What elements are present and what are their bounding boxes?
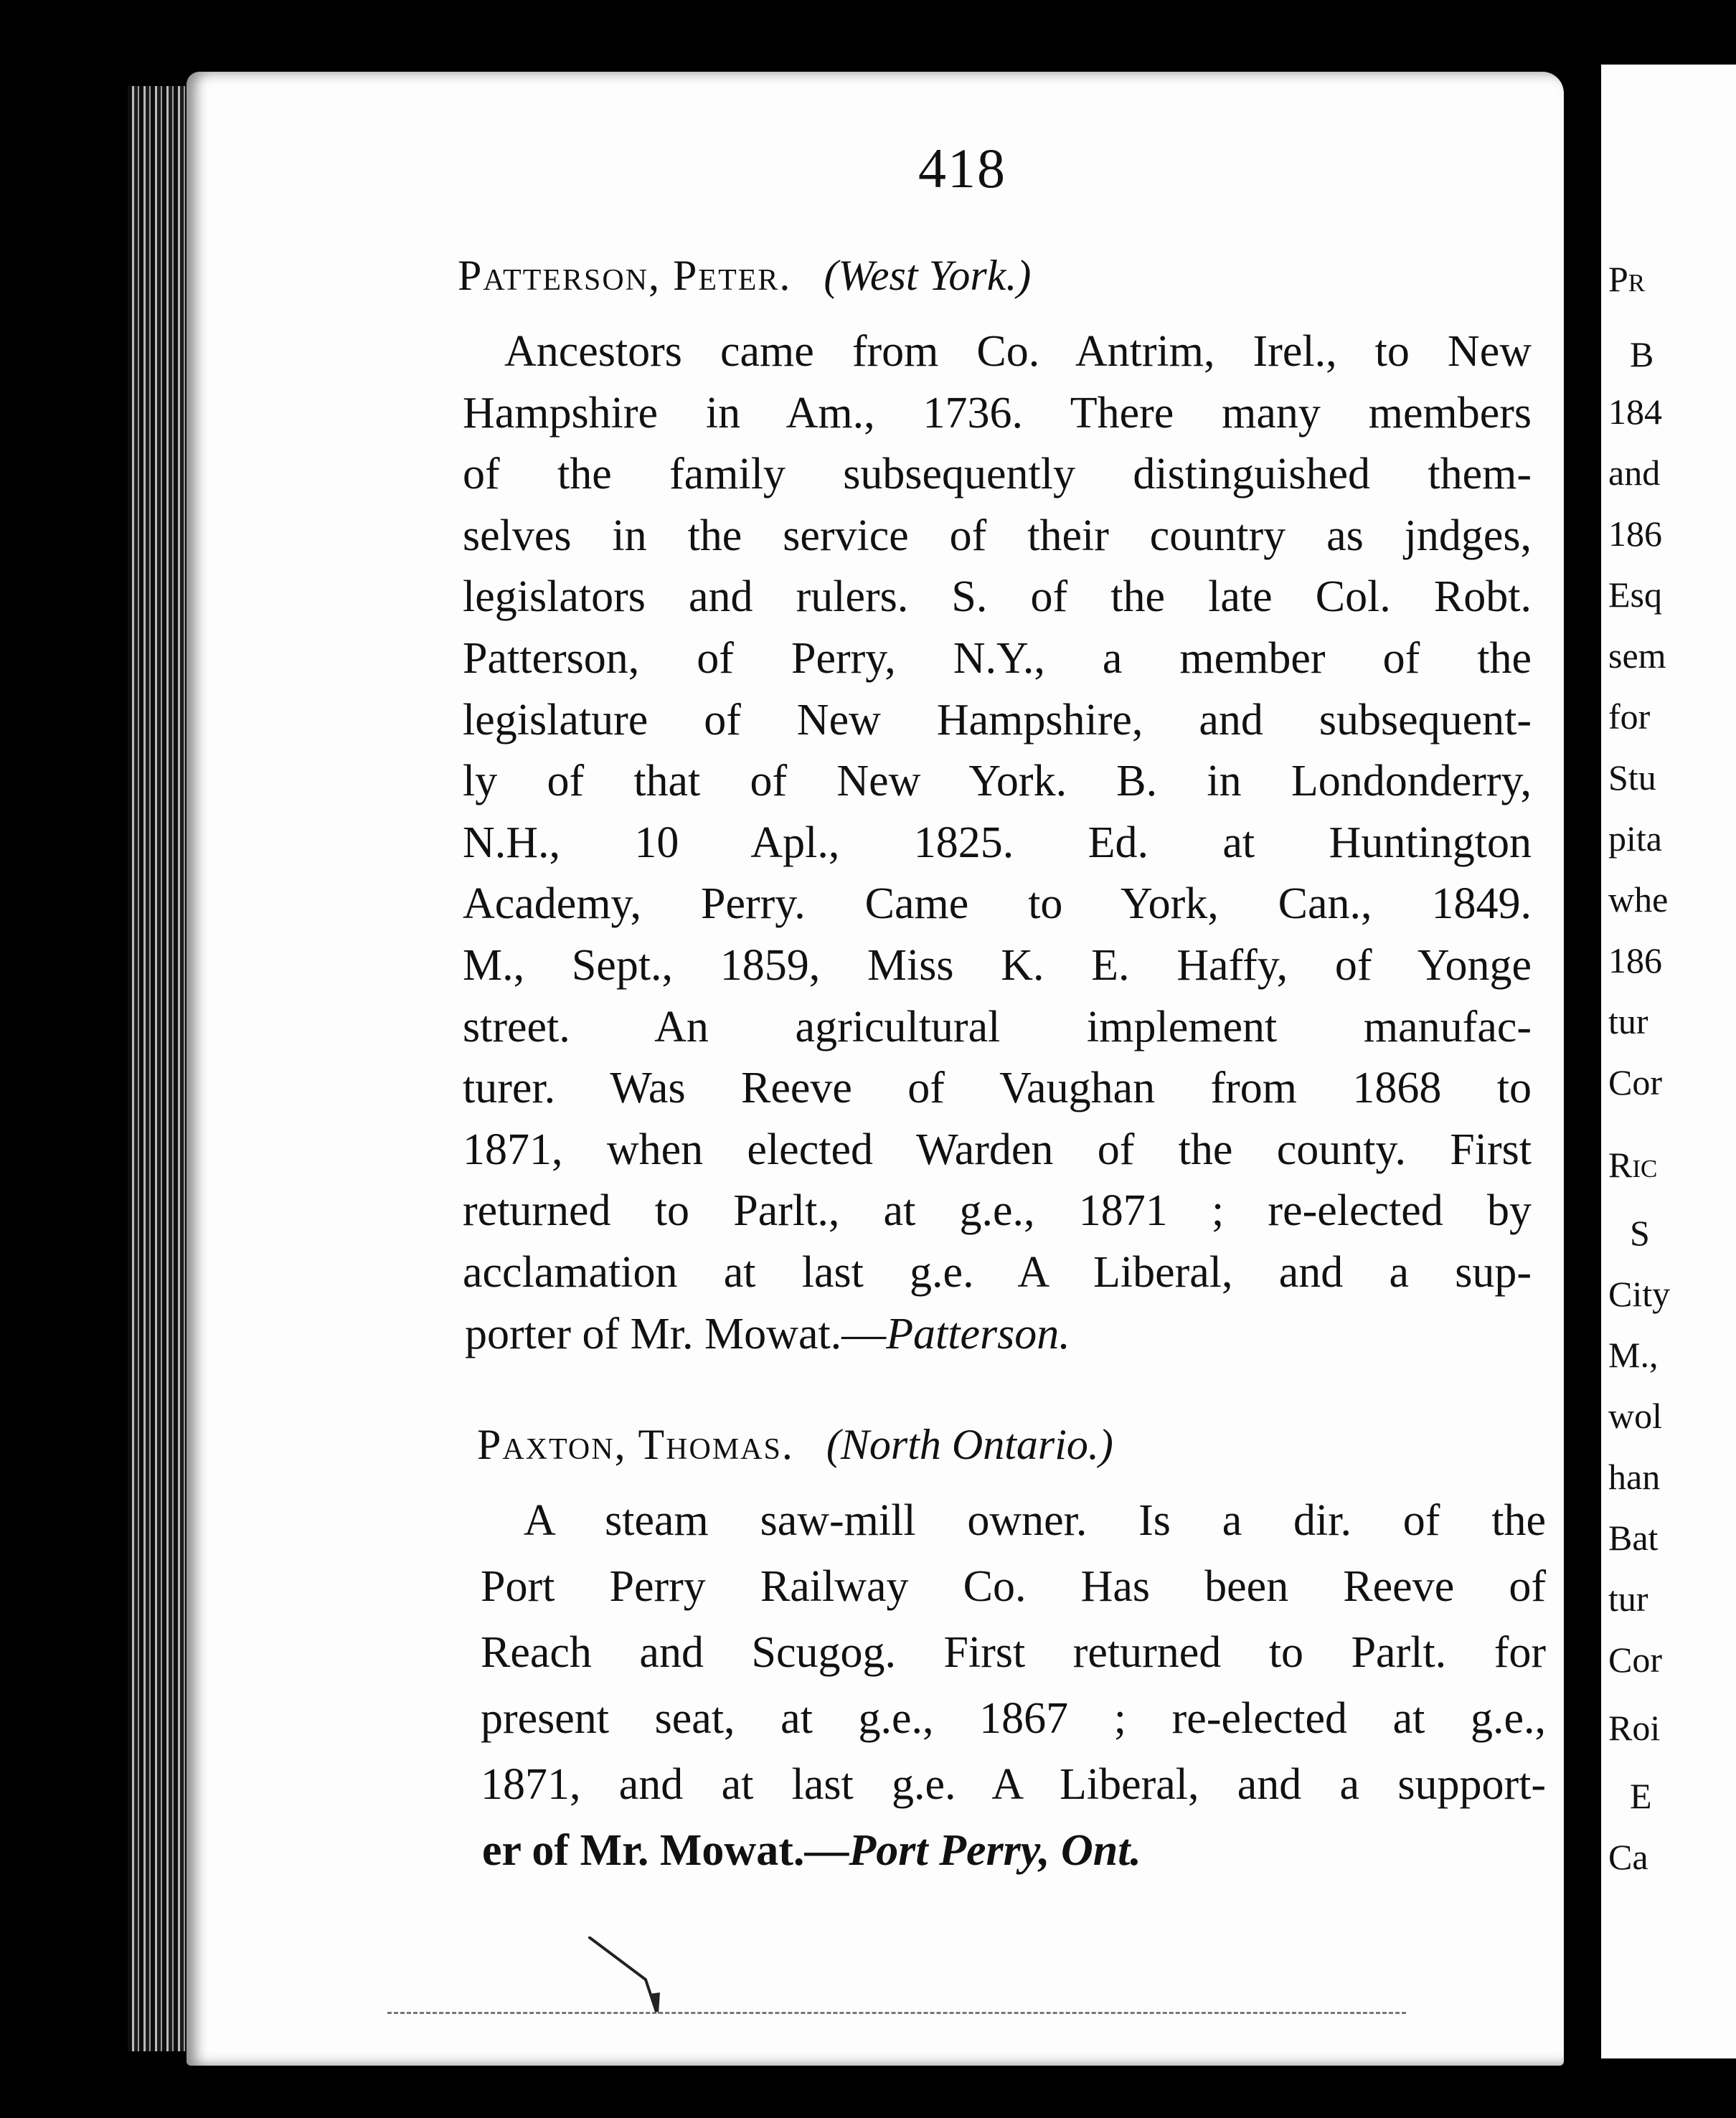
entry-body-line: Hampshire in Am., 1736. There many members bbox=[463, 388, 1532, 438]
facing-page-text: Roi bbox=[1608, 1708, 1661, 1748]
entry-constituency: (West York.) bbox=[824, 252, 1032, 299]
facing-page-text: han bbox=[1608, 1457, 1661, 1497]
entry-heading bbox=[477, 1420, 1113, 1470]
facing-page-text: sem bbox=[1608, 635, 1666, 676]
entry-body-line: legislators and rulers. S. of the late Col. Robt. bbox=[463, 572, 1532, 622]
facing-page-text: Pr bbox=[1608, 259, 1646, 299]
facing-page-fragment bbox=[1601, 65, 1736, 2058]
entry-name: Patterson, Peter. bbox=[458, 252, 792, 299]
entry-body-line: street. An agricultural implement manufac- bbox=[463, 1002, 1532, 1051]
facing-page-text: Cor bbox=[1608, 1062, 1662, 1102]
entry-body-line: turer. Was Reeve of Vaughan from 1868 to bbox=[463, 1064, 1532, 1113]
entry-body-line: Reach and Scugog. First returned to Parlt. for bbox=[481, 1628, 1546, 1677]
facing-page-text: pita bbox=[1608, 818, 1662, 859]
facing-page-text: Esq bbox=[1608, 575, 1662, 615]
facing-page-text: Cor bbox=[1608, 1640, 1662, 1680]
entry-constituency: (North Ontario.) bbox=[826, 1421, 1113, 1468]
entry-address: Port Perry, Ont. bbox=[849, 1826, 1141, 1875]
entry-body-line: Patterson, of Perry, N.Y., a member of the bbox=[463, 634, 1532, 683]
entry-closing-text: er of Mr. Mowat.— bbox=[482, 1826, 849, 1875]
entry-body-line: acclamation at last g.e. A Liberal, and a sup- bbox=[463, 1248, 1532, 1297]
entry-closing-text: porter of Mr. Mowat.— bbox=[465, 1310, 887, 1358]
entry-body-line: Port Perry Railway Co. Has been Reeve of bbox=[481, 1562, 1546, 1611]
book-spine-edge bbox=[128, 86, 194, 2051]
facing-page-text: S bbox=[1630, 1213, 1650, 1253]
bottom-rule bbox=[387, 2012, 1406, 2014]
entry-body-line: returned to Parlt., at g.e., 1871 ; re-elected by bbox=[463, 1186, 1532, 1236]
entry-body-line: present seat, at g.e., 1867 ; re-elected at g.e., bbox=[481, 1694, 1546, 1743]
entry-body-line: A steam saw-mill owner. Is a dir. of the bbox=[524, 1496, 1546, 1545]
entry-body-line: N.H., 10 Apl., 1825. Ed. at Huntington bbox=[463, 818, 1532, 867]
entry-body-line: ly of that of New York. B. in Londonderry, bbox=[463, 757, 1532, 806]
facing-page-text: M., bbox=[1608, 1335, 1659, 1375]
entry-heading bbox=[458, 251, 1031, 301]
facing-page-text: 186 bbox=[1608, 940, 1662, 980]
entry-body-line: 1871, and at last g.e. A Liberal, and a support- bbox=[481, 1760, 1546, 1809]
facing-page-text: wol bbox=[1608, 1396, 1662, 1436]
pen-mark-icon bbox=[588, 1937, 674, 2015]
entry-body-line: M., Sept., 1859, Miss K. E. Haffy, of Yonge bbox=[463, 941, 1532, 990]
facing-page-text: tur bbox=[1608, 1579, 1648, 1619]
facing-page-text: for bbox=[1608, 696, 1651, 737]
entry-body-line: Ancestors came from Co. Antrim, Irel., to New bbox=[504, 327, 1532, 376]
facing-page-text: Bat bbox=[1608, 1518, 1659, 1558]
entry-body-line: of the family subsequently distinguished them- bbox=[463, 450, 1532, 499]
facing-page-text: E bbox=[1630, 1776, 1652, 1816]
entry-address: Patterson. bbox=[886, 1310, 1070, 1358]
facing-page-text: 186 bbox=[1608, 514, 1662, 554]
entry-last-line bbox=[465, 1309, 1070, 1360]
facing-page-text: 184 bbox=[1608, 392, 1662, 432]
entry-body-line: 1871, when elected Warden of the county. First bbox=[463, 1125, 1532, 1174]
facing-page-text: City bbox=[1608, 1274, 1671, 1314]
facing-page-text: Stu bbox=[1608, 757, 1656, 798]
facing-page-text: Ric bbox=[1608, 1145, 1658, 1185]
facing-page-text: whe bbox=[1608, 879, 1669, 919]
page-number: 418 bbox=[918, 137, 1006, 199]
facing-page-text: Ca bbox=[1608, 1837, 1648, 1877]
entry-body-line: selves in the service of their country as jndges, bbox=[463, 511, 1532, 560]
entry-body-line: legislature of New Hampshire, and subsequent- bbox=[463, 695, 1532, 744]
entry-body-line: Academy, Perry. Came to York, Can., 1849. bbox=[463, 879, 1532, 929]
facing-page-text: and bbox=[1608, 453, 1661, 493]
entry-name: Paxton, Thomas. bbox=[477, 1421, 794, 1468]
entry-last-line bbox=[482, 1825, 1141, 1876]
facing-page-text: tur bbox=[1608, 1001, 1648, 1041]
facing-page-text: B bbox=[1630, 334, 1654, 374]
